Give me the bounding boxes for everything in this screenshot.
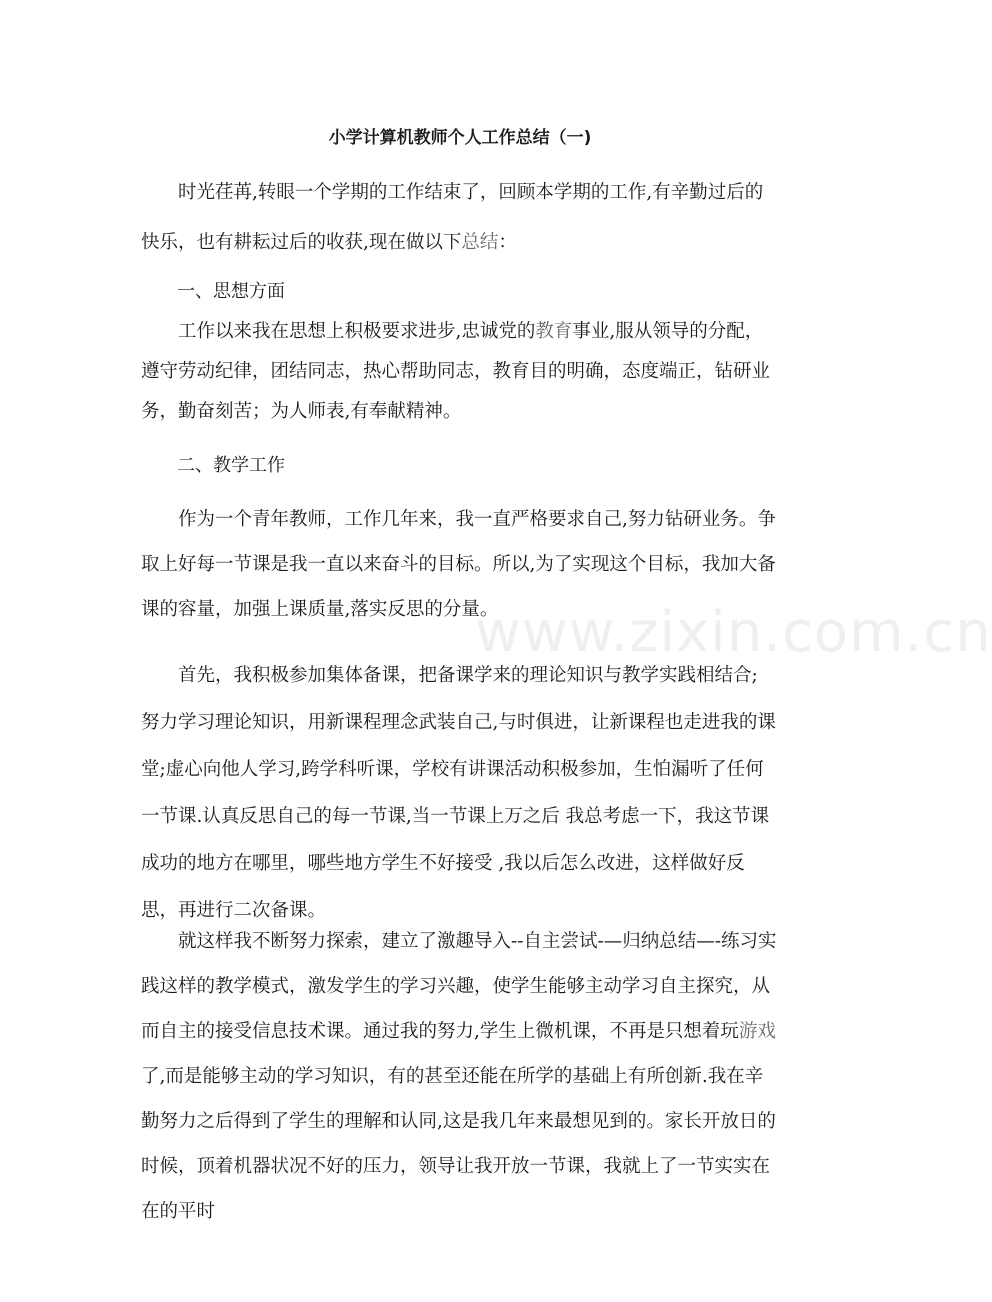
summary-link[interactable]: 总结 (461, 232, 499, 253)
paragraph-3-text: 作为一个青年教师，工作几年来，我一直严格要求自己,努力钻研业务。争取上好每一节课是我一直以来奋斗的目标。所以,为了实现这个目标，我加大备课的容量，加强上课质量,落实反思的分量。 (141, 509, 776, 620)
game-link[interactable]: 游戏 (738, 1021, 776, 1042)
section1-text-a: 工作以来我在思想上积极要求进步,忠诚党的 (178, 321, 536, 342)
intro-paragraph (141, 168, 781, 268)
section1-text-b: 事业,服从领导的分配，遵守劳动纪律，团结同志，热心帮助同志，教育目的明确，态度端正，钻研业务，勤奋刻苦；为人师表,有奉献精神。 (141, 321, 771, 422)
education-link[interactable]: 教育 (535, 321, 573, 342)
document-title: 小学计算机教师个人工作总结（一) (328, 128, 592, 148)
intro-text-b: ： (498, 232, 517, 253)
paragraph-5-text-b: 了,而是能够主动的学习知识，有的甚至还能在所学的基础上有所创新.我在辛勤努力之后得到了学生的理解和认同,这是我几年来最想见到的。家长开放日的时候，顶着机器状况不好的压力，领导让我开放一节课，我就上了一节实实在在的平时 (141, 1066, 776, 1222)
paragraph-5-text-a: 就这样我不断努力探索，建立了激趣导入--自主尝试-—归纳总结—-练习实践这样的教学模式，激发学生的学习兴趣，使学生能够主动学习自主探究，从而自主的接受信息技术课。通过我的努力,学生上微机课，不再是只想着玩 (141, 931, 777, 1042)
paragraph-5 (141, 919, 781, 1234)
paragraph-4 (141, 652, 781, 934)
section1-heading: 一、思想方面 (177, 281, 285, 302)
section1-paragraph (141, 312, 781, 432)
paragraph-4-text: 首先，我积极参加集体备课，把备课学来的理论知识与教学实践相结合; 努力学习理论知识，用新课程理念武装自己,与时俱进，让新课程也走进我的课堂;虚心向他人学习,跨学科听课，学校有讲课活动积极参加，生怕漏听了任何一节课.认真反思自己的每一节课,当一节课上万之后 我总考虑一下，我这节课成功的地方在哪里，哪些地方学生不好接受 ,我以后怎么改进，这样做好反思，再进行二次备课。 (141, 665, 776, 921)
watermark: www.zixin.com.cn (475, 600, 992, 665)
section2-heading: 二、教学工作 (177, 455, 285, 476)
paragraph-3 (141, 497, 781, 632)
intro-text-a: 时光荏苒,转眼一个学期的工作结束了，回顾本学期的工作,有辛勤过后的快乐，也有耕耘过后的收获,现在做以下 (141, 182, 764, 253)
